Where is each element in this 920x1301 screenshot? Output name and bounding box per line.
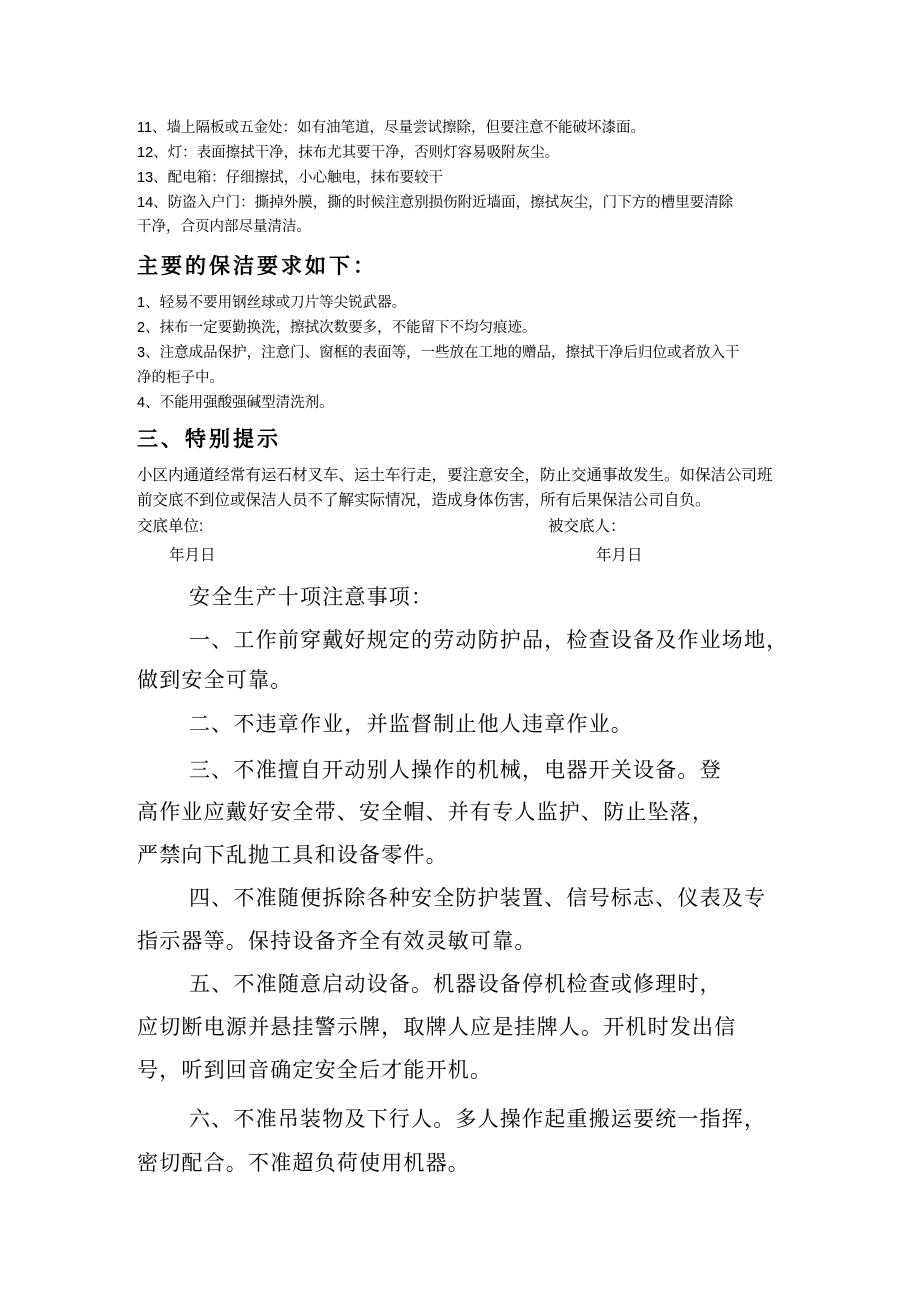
safety-item-line: 二、不违章作业，并监督制止他人违章作业。 [189,712,633,736]
date-left: 年月日 [169,547,216,564]
safety-item-line: 指示器等。保持设备齐全有效灵敏可靠。 [137,929,537,953]
cleaning-step-14-continued: 干净，合页内部尽量清洁。 [137,219,311,235]
recipient-label: 被交底人： [548,518,626,535]
safety-item-line: 密切配合。不准超负荷使用机器。 [137,1151,470,1175]
requirement-line: 净的柜子中。 [137,370,224,386]
requirements-heading: 主要的保洁要求如下： [137,255,377,278]
requirement-line: 4、不能用强酸强碱型清洗剂。 [137,395,334,411]
safety-title: 安全生产十项注意事项： [189,585,434,609]
safety-item-line: 三、不准擅自开动别人操作的机械，电器开关设备。登 [189,758,722,782]
cleaning-step-13: 13、配电箱：仔细擦拭，小心触电，抹布要较干 [137,170,444,186]
special-notice-line: 小区内通道经常有运石材叉车、运土车行走，要注意安全，防止交通事故发生。如保洁公司班 [137,467,773,484]
handover-unit-label: 交底单位: [137,518,204,535]
date-right: 年月日 [596,547,643,564]
safety-item-line: 六、不准吊装物及下行人。多人操作起重搬运要统一指挥， [189,1107,767,1131]
requirement-line: 2、抹布一定要勤换洗，擦拭次数要多，不能留下不均匀痕迹。 [137,320,537,336]
safety-item-line: 一、工作前穿戴好规定的劳动防护品，检查设备及作业场地， [189,628,789,652]
safety-item-line: 五、不准随意启动设备。机器设备停机检查或修理时， [189,972,722,996]
safety-item-line: 号，听到回音确定安全后才能开机。 [137,1058,493,1082]
safety-item-line: 应切断电源并悬挂警示牌，取牌人应是挂牌人。开机时发出信 [137,1015,737,1039]
safety-item-line: 做到安全可靠。 [137,668,293,692]
safety-item-line: 高作业应戴好安全带、安全帽、并有专人监护、防止坠落， [137,800,715,824]
cleaning-step-11: 11、墙上隔板或五金处：如有油笔道，尽量尝试擦除，但要注意不能破坏漆面。 [137,120,646,136]
safety-item-line: 四、不准随便拆除各种安全防护装置、信号标志、仪表及专 [189,886,767,910]
cleaning-step-12: 12、灯：表面擦拭干净，抹布尤其要干净，否则灯容易吸附灰尘。 [137,145,560,161]
safety-item-line: 严禁向下乱抛工具和设备零件。 [137,843,448,867]
special-notice-heading: 三、特别提示 [137,428,281,451]
requirement-line: 1、轻易不要用钢丝球或刀片等尖锐武器。 [137,295,407,311]
special-notice-line: 前交底不到位或保洁人员不了解实际情况，造成身体伤害，所有后果保洁公司自负。 [137,492,711,509]
cleaning-step-14: 14、防盗入户门：撕掉外膜，撕的时候注意别损伤附近墙面，擦拭灰尘，门下方的槽里要清除 [137,195,734,211]
requirement-line: 3、注意成品保护，注意门、窗框的表面等，一些放在工地的赠品，擦拭干净后归位或者放入干 [137,345,740,361]
